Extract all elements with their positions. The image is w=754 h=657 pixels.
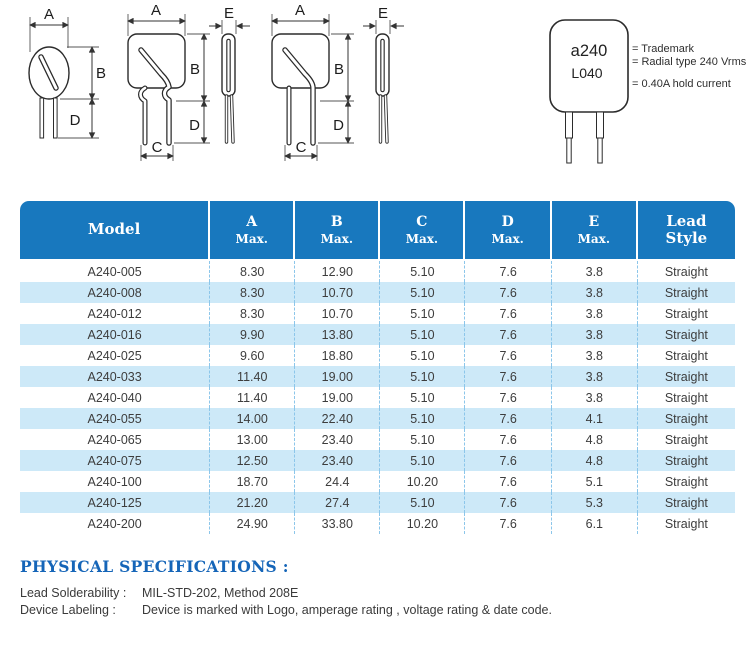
table-cell: 5.10 bbox=[380, 303, 465, 324]
table-cell: Straight bbox=[664, 306, 708, 321]
dim-b-label: B bbox=[333, 61, 344, 78]
dimension-diagrams bbox=[0, 0, 754, 196]
table-cell: 21.20 bbox=[210, 492, 295, 513]
table-cell: 9.60 bbox=[210, 345, 295, 366]
table-cell: 7.6 bbox=[465, 513, 552, 534]
table-cell: 8.30 bbox=[210, 303, 295, 324]
table-cell: 7.6 bbox=[465, 387, 552, 408]
model-cell: A240-065 bbox=[20, 429, 210, 450]
table-cell: 7.6 bbox=[465, 429, 552, 450]
edge-view-diagram bbox=[362, 4, 406, 164]
marking-annotation: = Trademark bbox=[632, 43, 695, 55]
table-cell: 3.8 bbox=[552, 387, 638, 408]
table-cell: 33.80 bbox=[295, 513, 380, 534]
table-cell: 7.6 bbox=[465, 366, 552, 387]
model-cell: A240-005 bbox=[20, 261, 210, 282]
model-cell: A240-012 bbox=[20, 303, 210, 324]
table-cell: Straight bbox=[664, 474, 708, 489]
table-cell: 3.8 bbox=[552, 345, 638, 366]
table-cell: 5.10 bbox=[380, 492, 465, 513]
dimensions-table-section bbox=[20, 201, 735, 534]
table-cell: 12.50 bbox=[210, 450, 295, 471]
table-cell: 8.30 bbox=[210, 282, 295, 303]
disc-component-diagram bbox=[8, 4, 110, 160]
spec-line bbox=[20, 602, 754, 619]
table-cell: 3.8 bbox=[552, 324, 638, 345]
table-cell: 18.80 bbox=[295, 345, 380, 366]
table-cell: 5.10 bbox=[380, 408, 465, 429]
dim-d-label: D bbox=[333, 117, 344, 134]
dim-e-label: E bbox=[223, 5, 235, 22]
spec-value: Device is marked with Logo, amperage rating , voltage rating & date code. bbox=[142, 603, 552, 617]
table-cell: 6.1 bbox=[552, 513, 638, 534]
table-cell: Straight bbox=[664, 348, 708, 363]
spec-value: MIL-STD-202, Method 208E bbox=[142, 586, 299, 600]
table-cell: 4.8 bbox=[552, 450, 638, 471]
table-cell: 7.6 bbox=[465, 345, 552, 366]
table-cell: 8.30 bbox=[210, 261, 295, 282]
spec-line bbox=[20, 585, 754, 602]
column-header-e: E Max. bbox=[552, 201, 638, 261]
table-cell: 5.10 bbox=[380, 345, 465, 366]
dim-c-label: C bbox=[151, 139, 163, 156]
model-cell: A240-040 bbox=[20, 387, 210, 408]
table-cell: Straight bbox=[638, 408, 735, 429]
table-cell: 5.10 bbox=[380, 387, 465, 408]
marking-annotation: = 0.40A hold current bbox=[632, 78, 731, 90]
marking-annotation: = Radial type 240 Vrms bbox=[632, 56, 747, 68]
table-cell: Straight bbox=[638, 324, 735, 345]
table-cell: 3.8 bbox=[552, 303, 638, 324]
spec-items bbox=[20, 585, 754, 619]
spec-label: Lead Solderability : bbox=[20, 586, 127, 600]
marking-diagram bbox=[540, 16, 640, 166]
table-cell: Straight bbox=[664, 432, 708, 447]
column-header-b: B Max. bbox=[295, 201, 380, 261]
table-cell: 11.40 bbox=[210, 366, 295, 387]
physical-specifications-section bbox=[20, 557, 754, 619]
table-cell: 5.10 bbox=[380, 366, 465, 387]
table-cell: Straight bbox=[638, 492, 735, 513]
table-row bbox=[20, 261, 735, 282]
table-cell: 5.10 bbox=[380, 282, 465, 303]
dim-d-label: D bbox=[69, 112, 81, 129]
table-cell: 9.90 bbox=[210, 324, 295, 345]
column-header-lead-style: Lead Style bbox=[638, 201, 735, 261]
column-header-model: Model bbox=[20, 201, 210, 261]
dim-d-label: D bbox=[189, 117, 200, 134]
table-row bbox=[20, 387, 735, 408]
table-cell: 3.8 bbox=[552, 366, 638, 387]
model-cell: A240-100 bbox=[20, 471, 210, 492]
table-cell: 7.6 bbox=[465, 471, 552, 492]
dim-a-label: A bbox=[150, 2, 162, 19]
dim-b-label: B bbox=[189, 61, 200, 78]
table-cell: 10.70 bbox=[295, 282, 380, 303]
edge-view-diagram bbox=[208, 4, 252, 164]
table-row bbox=[20, 324, 735, 345]
table-cell: 27.4 bbox=[295, 492, 380, 513]
model-cell: A240-033 bbox=[20, 366, 210, 387]
table-cell: 5.10 bbox=[380, 429, 465, 450]
dim-a-label: A bbox=[294, 2, 306, 19]
table-cell: 19.00 bbox=[295, 366, 380, 387]
table-cell: 3.8 bbox=[552, 282, 638, 303]
model-cell: A240-075 bbox=[20, 450, 210, 471]
table-cell: 7.6 bbox=[465, 303, 552, 324]
table-row bbox=[20, 429, 735, 450]
model-cell: A240-125 bbox=[20, 492, 210, 513]
marking-code-bottom: L040 bbox=[571, 65, 603, 81]
table-cell: 5.3 bbox=[552, 492, 638, 513]
table-cell: Straight bbox=[664, 264, 708, 279]
table-cell: 13.00 bbox=[210, 429, 295, 450]
table-cell: 5.10 bbox=[380, 261, 465, 282]
table-cell: Straight bbox=[638, 282, 735, 303]
table-cell: 5.10 bbox=[380, 324, 465, 345]
spec-label: Device Labeling : bbox=[20, 603, 116, 617]
marking-code-top: a240 bbox=[570, 42, 608, 60]
table-row bbox=[20, 345, 735, 366]
table-cell: 13.80 bbox=[295, 324, 380, 345]
table-cell: 7.6 bbox=[465, 492, 552, 513]
table-cell: 7.6 bbox=[465, 408, 552, 429]
dim-b-label: B bbox=[96, 65, 107, 82]
table-cell: 12.90 bbox=[295, 261, 380, 282]
table-row bbox=[20, 471, 735, 492]
table-cell: Straight bbox=[638, 366, 735, 387]
dim-a-label: A bbox=[43, 6, 55, 23]
model-cell: A240-008 bbox=[20, 282, 210, 303]
table-cell: 7.6 bbox=[465, 282, 552, 303]
table-header-row bbox=[20, 201, 735, 261]
table-cell: 24.90 bbox=[210, 513, 295, 534]
table-cell: 7.6 bbox=[465, 450, 552, 471]
dim-e-label: E bbox=[377, 5, 389, 22]
table-cell: 23.40 bbox=[295, 450, 380, 471]
table-cell: 14.00 bbox=[210, 408, 295, 429]
table-cell: 23.40 bbox=[295, 429, 380, 450]
model-cell: A240-200 bbox=[20, 513, 210, 534]
table-cell: 10.70 bbox=[295, 303, 380, 324]
table-cell: 7.6 bbox=[465, 324, 552, 345]
table-row bbox=[20, 492, 735, 513]
table-cell: 5.10 bbox=[380, 450, 465, 471]
table-cell: 3.8 bbox=[552, 261, 638, 282]
table-cell: 5.1 bbox=[552, 471, 638, 492]
table-cell: Straight bbox=[664, 390, 708, 405]
table-cell: 10.20 bbox=[380, 471, 465, 492]
table-cell: 22.40 bbox=[295, 408, 380, 429]
table-row bbox=[20, 282, 735, 303]
table-row bbox=[20, 366, 735, 387]
dim-c-label: C bbox=[295, 139, 307, 156]
table-cell: 11.40 bbox=[210, 387, 295, 408]
model-cell: A240-055 bbox=[20, 408, 210, 429]
dimensions-table bbox=[20, 201, 735, 534]
table-cell: 10.20 bbox=[380, 513, 465, 534]
column-header-c: C Max. bbox=[380, 201, 465, 261]
table-cell: 24.4 bbox=[295, 471, 380, 492]
section-heading: PHYSICAL SPECIFICATIONS : bbox=[20, 557, 289, 576]
column-header-d: D Max. bbox=[465, 201, 552, 261]
table-row bbox=[20, 450, 735, 471]
table-cell: Straight bbox=[664, 516, 708, 531]
marking-annotations bbox=[632, 43, 754, 91]
table-row bbox=[20, 513, 735, 534]
table-cell: 4.8 bbox=[552, 429, 638, 450]
table-cell: Straight bbox=[638, 450, 735, 471]
table-row bbox=[20, 303, 735, 324]
model-cell: A240-025 bbox=[20, 345, 210, 366]
table-cell: 18.70 bbox=[210, 471, 295, 492]
table-cell: 4.1 bbox=[552, 408, 638, 429]
table-cell: 7.6 bbox=[465, 261, 552, 282]
column-header-a: A Max. bbox=[210, 201, 295, 261]
table-cell: 19.00 bbox=[295, 387, 380, 408]
table-row bbox=[20, 408, 735, 429]
model-cell: A240-016 bbox=[20, 324, 210, 345]
